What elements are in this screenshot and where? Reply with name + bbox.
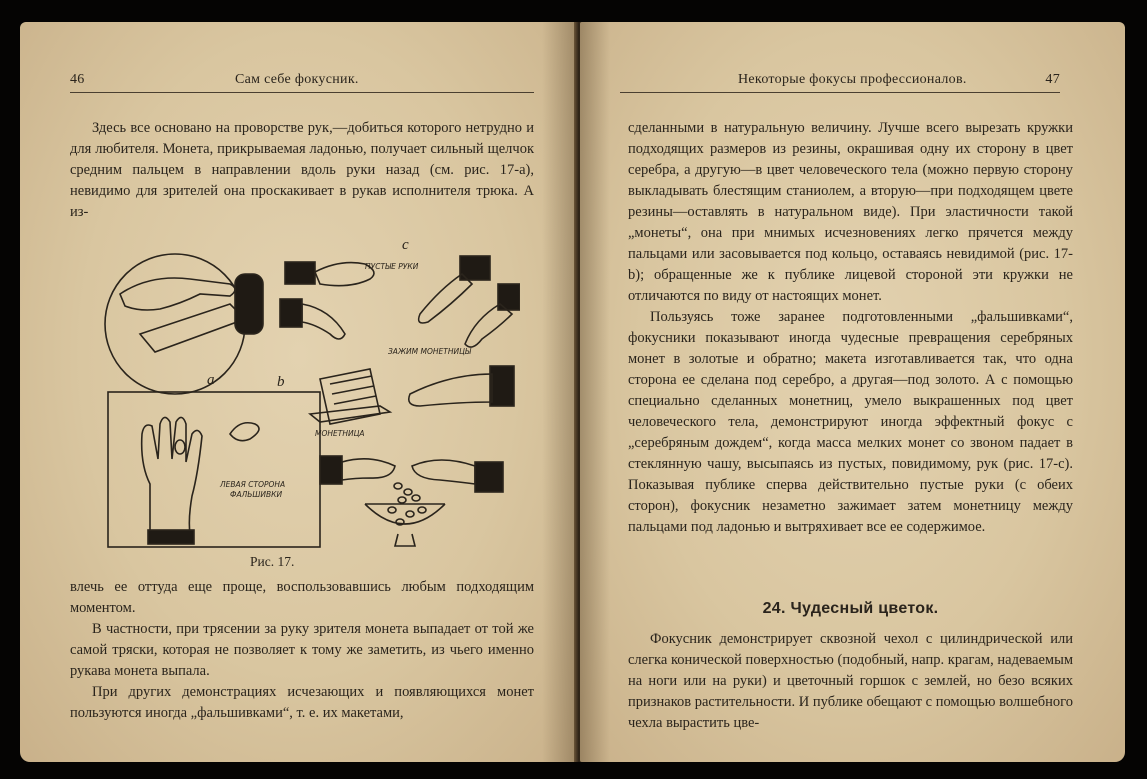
label-fake-side-2: ФАЛЬШИВКИ bbox=[230, 490, 283, 499]
left-page bbox=[20, 22, 578, 762]
panel-b-frame bbox=[108, 392, 320, 547]
hand-c7 bbox=[412, 460, 475, 484]
label-a: a bbox=[207, 372, 215, 388]
label-b: b bbox=[277, 374, 285, 390]
paragraph: При других демонстрациях исчезающих и появляющихся монет пользуются иногда „фальшивками“, т. е. их макетами, bbox=[70, 684, 534, 721]
hand-c2 bbox=[302, 304, 345, 339]
left-text-top bbox=[70, 118, 534, 223]
label-empty-hands: ПУСТЫЕ РУКИ bbox=[365, 262, 419, 271]
table-edge bbox=[140, 304, 245, 352]
section-heading: 24. Чудесный цветок. bbox=[762, 600, 939, 617]
figure-caption: Рис. 17. bbox=[250, 554, 295, 569]
hand-a bbox=[120, 278, 235, 310]
label-coin-holder: МОНЕТНИЦА bbox=[315, 429, 365, 438]
glass-bowl-stem bbox=[395, 534, 415, 546]
cuff-c1 bbox=[285, 262, 315, 284]
right-page bbox=[580, 22, 1125, 762]
cuff-c5 bbox=[490, 366, 514, 406]
page-number: 46 bbox=[70, 72, 85, 87]
glass-bowl bbox=[365, 504, 445, 524]
sleeve-cuff-a bbox=[235, 274, 263, 334]
hand-c3 bbox=[419, 274, 472, 323]
figure-illustration bbox=[80, 234, 520, 554]
sleeve-cuff-b bbox=[148, 530, 194, 544]
right-text-top bbox=[628, 118, 1073, 538]
paragraph: влечь ее оттуда еще проще, воспользовавшись любым подходящим моментом. bbox=[70, 579, 534, 616]
left-text-bottom bbox=[70, 577, 534, 724]
cuff-c2 bbox=[280, 299, 302, 327]
paragraph: В частности, при трясении за руку зрителя монета выпадает от той же самой тряски, которая не позволяет к тому же заметить, из чьего именно рукава монета выпала. bbox=[70, 621, 534, 679]
coin-holder-lines bbox=[330, 376, 376, 404]
running-head-right bbox=[620, 72, 1060, 93]
running-head-left bbox=[70, 72, 534, 93]
page-number: 47 bbox=[1045, 72, 1060, 87]
running-title: Некоторые фокусы профессионалов. bbox=[738, 72, 967, 87]
label-c: c bbox=[402, 237, 409, 253]
figure-17 bbox=[80, 234, 520, 554]
fake-coin bbox=[230, 423, 259, 441]
magnifier-circle bbox=[105, 254, 245, 394]
running-title: Сам себе фокусник. bbox=[235, 72, 359, 87]
paragraph: Пользуясь тоже заранее подготовленными „фальшивками“, фокусники показывают иногда чудесные превращения серебряных монет в золотые и обратно; макета изготавливается так, что одна сторона ее сделана под серебро, а другая—под золото. А с помощью специально сделанных монетниц, умело выкрашенных под цвет человеческого тела, демонстрируют иногда эффектный фокус с „серебряным дождем“, когда масса мелких монет со звоном падает в стеклянную чашу, высыпаясь из пустых, повидимому, рук (рис. 17-c). Показывая публике сперва действительно пустые руки (с обеих сторон), фокусник незаметно зажимает затем монетницу между пальцами под ладонью и вытряхивает все ее содержимое. bbox=[628, 309, 1073, 535]
right-text-bottom bbox=[628, 629, 1073, 734]
hand-c6 bbox=[342, 459, 395, 480]
paragraph: сделанными в натуральную величину. Лучше всего вырезать кружки подходящих размеров из резины, окрашивая одну их сторону в цвет серебра, а другую—в цвет человеческого тела (можно первую сторону выкладывать блестящим станиолем, а вторую—при подходящем цвете резины—оставлять в натуральном виде). При эластичности такой „монеты“, она при мнимых исчезновениях легко прячется между пальцами или засовывается под кольцо, оставаясь невидимой (рис. 17-b); обращенные же к публике лицевой стороной эти кружки не отличаются по виду от настоящих монет. bbox=[628, 120, 1073, 304]
paragraph: Здесь все основано на проворстве рук,—добиться которого нетрудно и для любителя. Монета, прикрываемая ладонью, получает сильный щелчок средним пальцем в направлении вдоль руки назад (см. рис. 17-а), невидимо для зрителей она проскакивает в рукав исполнителя трюка. А из- bbox=[70, 120, 534, 220]
cuff-c6 bbox=[320, 456, 342, 484]
ring-coin bbox=[175, 440, 185, 454]
cuff-c7 bbox=[475, 462, 503, 492]
label-fake-side-1: ЛЕВАЯ СТОРОНА bbox=[220, 480, 286, 489]
paragraph: Фокусник демонстрирует сквозной чехол с цилиндрической или слегка конической поверхностью (подобный, напр. крагам, надеваемым на ноги или на руки) и цветочный горшок с землей, но безо всяких признаков растительности. И публике обещают с помощью волшебного чехла вырастить цве- bbox=[628, 631, 1073, 731]
label-clamped: ЗАЖИМ МОНЕТНИЦЫ bbox=[388, 347, 472, 356]
hand-c5 bbox=[409, 374, 492, 406]
hand-b bbox=[142, 417, 202, 534]
